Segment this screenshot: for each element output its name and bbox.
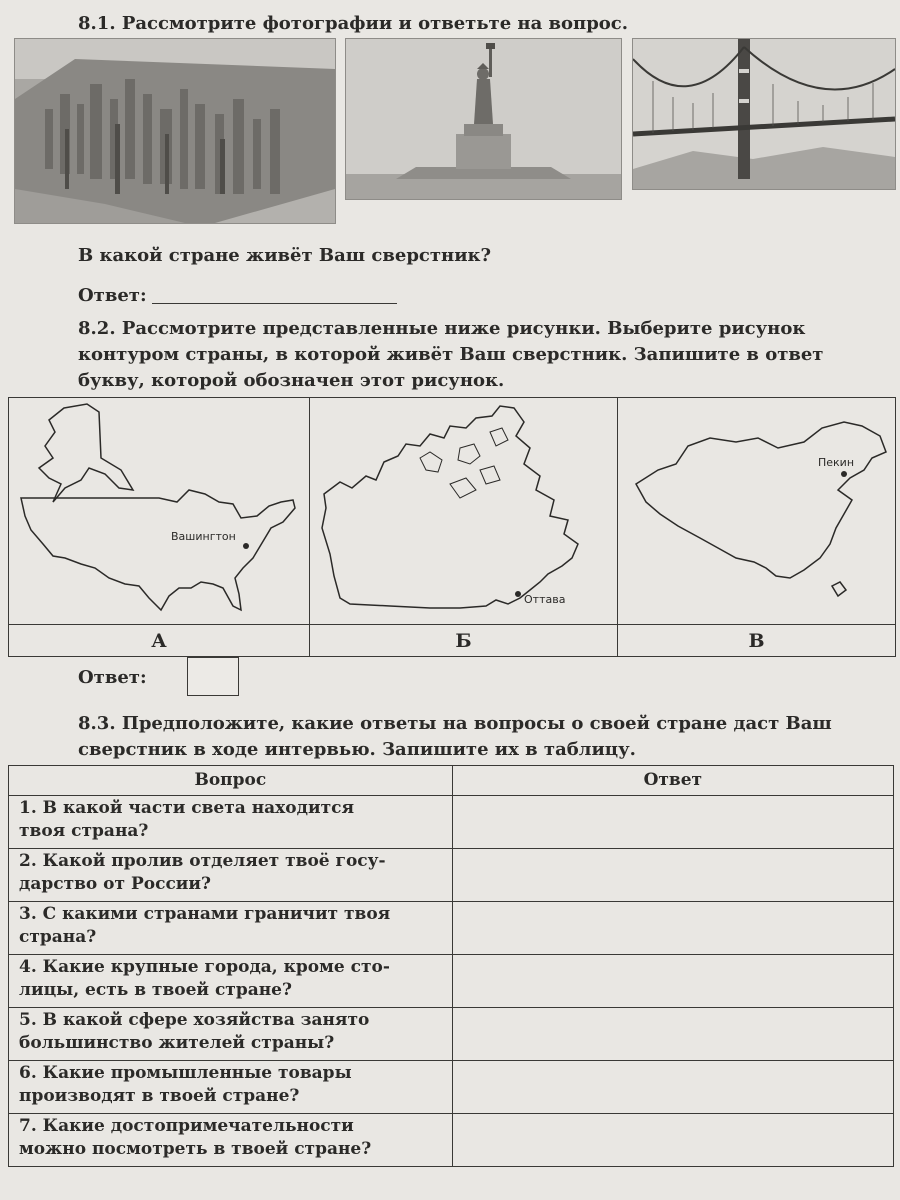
table-header-row (9, 766, 894, 796)
table-row (9, 1114, 894, 1167)
answer-cell[interactable] (452, 849, 893, 902)
task-8-2-answer-box[interactable] (187, 657, 239, 696)
china-outline-map (618, 398, 895, 624)
task-8-1-answer-label: Ответ: (78, 285, 147, 306)
question-cell (9, 849, 453, 902)
question-text-line-1: 2. Какой пролив отделяет твоё госу- (19, 851, 386, 871)
table-row (9, 1008, 894, 1061)
question-text-line-2: дарство от России? (19, 874, 211, 894)
task-8-1-heading: 8.1. Рассмотрите фотографии и ответьте на вопрос. (78, 13, 629, 34)
task-8-2-line-2: контуром страны, в которой живёт Ваш сверстник. Запишите в ответ (78, 344, 824, 365)
answer-cell[interactable] (452, 1061, 893, 1114)
interview-table (8, 765, 894, 1167)
map-china-cell (618, 398, 895, 624)
question-text-line-2: твоя страна? (19, 821, 149, 841)
task-8-2-answer-label: Ответ: (78, 667, 147, 688)
map-b-letter: Б (310, 624, 618, 657)
country-outlines-figure (8, 397, 896, 657)
map-c-city-label: Пекин (818, 456, 855, 469)
answer-cell[interactable] (452, 1114, 893, 1167)
task-8-1-question: В какой стране живёт Ваш сверстник? (78, 245, 492, 266)
statue-of-liberty-photo (345, 38, 622, 200)
answer-cell[interactable] (452, 1008, 893, 1061)
question-text-line-1: 1. В какой части света находится (19, 798, 355, 818)
table-row (9, 849, 894, 902)
question-text-line-1: 7. Какие достопримечательности (19, 1116, 354, 1136)
question-text-line-2: производят в твоей стране? (19, 1086, 300, 1106)
map-b-city-label: Оттава (524, 593, 566, 606)
column-header-question: Вопрос (9, 766, 453, 796)
canada-outline-map (310, 398, 617, 624)
table-row (9, 955, 894, 1008)
question-text-line-1: 5. В какой сфере хозяйства занято (19, 1010, 370, 1030)
question-cell (9, 1114, 453, 1167)
question-cell (9, 955, 453, 1008)
task-8-3-line-1: 8.3. Предположите, какие ответы на вопросы о своей стране даст Ваш (78, 713, 832, 734)
question-cell (9, 1008, 453, 1061)
city-aerial-photo (14, 38, 336, 224)
question-cell (9, 902, 453, 955)
question-text-line-1: 4. Какие крупные города, кроме сто- (19, 957, 390, 977)
table-row (9, 1061, 894, 1114)
question-text-line-1: 3. С какими странами граничит твоя (19, 904, 391, 924)
column-header-answer: Ответ (452, 766, 893, 796)
question-text-line-1: 6. Какие промышленные товары (19, 1063, 352, 1083)
usa-outline-map (9, 398, 309, 624)
map-a-letter: А (9, 624, 310, 657)
table-row (9, 902, 894, 955)
map-c-letter: В (618, 624, 895, 657)
task-8-2-line-3: букву, которой обозначен этот рисунок. (78, 370, 505, 391)
ottawa-dot (515, 591, 521, 597)
task-8-3-line-2: сверстник в ходе интервью. Запишите их в таблицу. (78, 739, 636, 760)
map-canada-cell (310, 398, 618, 624)
beijing-dot (841, 471, 847, 477)
question-text-line-2: страна? (19, 927, 97, 947)
question-cell (9, 796, 453, 849)
answer-cell[interactable] (452, 796, 893, 849)
map-usa-cell (9, 398, 310, 624)
question-text-line-2: можно посмотреть в твоей стране? (19, 1139, 372, 1159)
table-row (9, 796, 894, 849)
question-text-line-2: лицы, есть в твоей стране? (19, 980, 292, 1000)
task-8-1-answer-line[interactable] (152, 303, 397, 304)
answer-cell[interactable] (452, 902, 893, 955)
question-text-line-2: большинство жителей страны? (19, 1033, 335, 1053)
question-cell (9, 1061, 453, 1114)
map-a-city-label: Вашингтон (171, 530, 236, 543)
golden-gate-bridge-photo (632, 38, 896, 190)
washington-dot (243, 543, 249, 549)
task-8-2-line-1: 8.2. Рассмотрите представленные ниже рисунки. Выберите рисунок (78, 318, 806, 339)
answer-cell[interactable] (452, 955, 893, 1008)
